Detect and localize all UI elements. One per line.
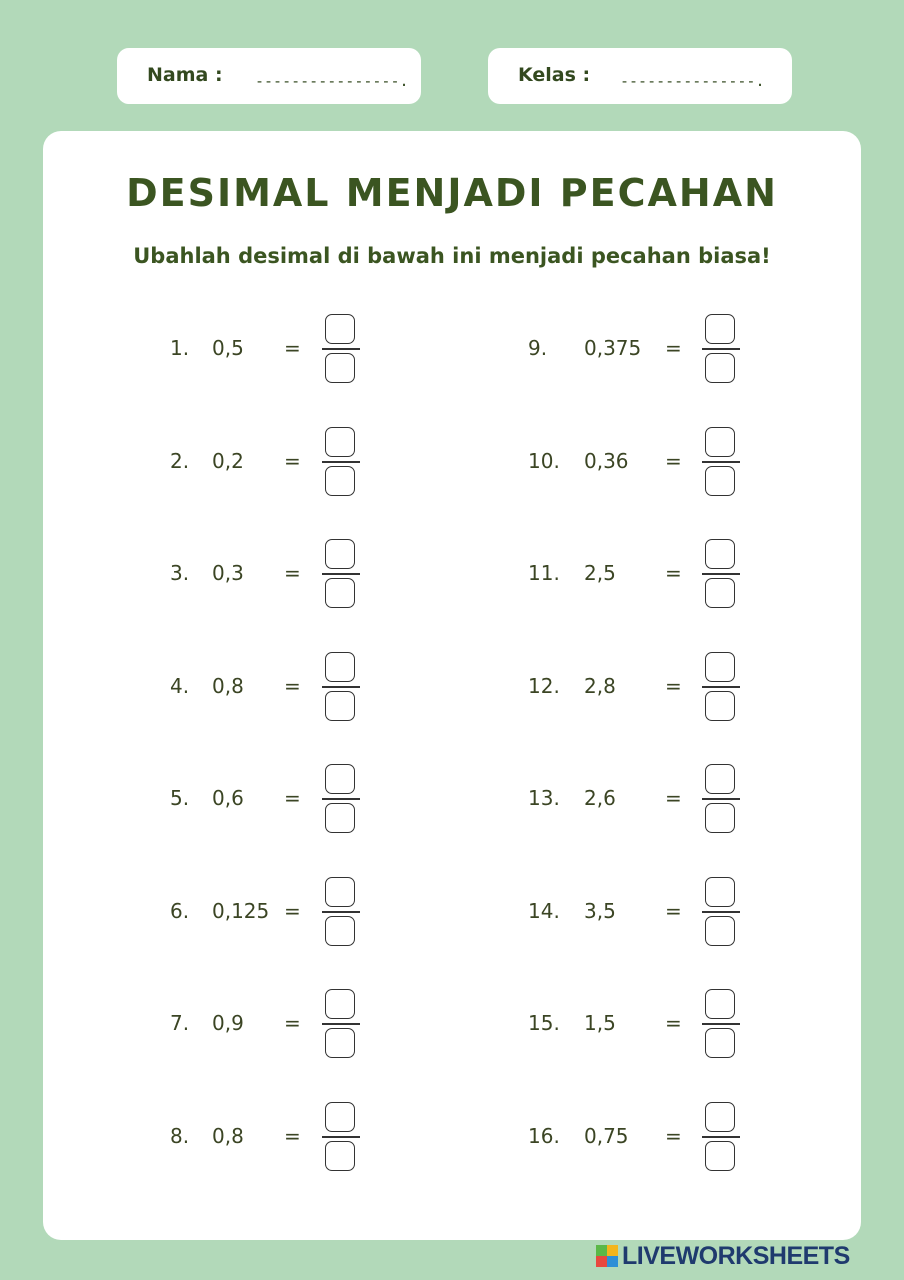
equals-sign: = <box>665 1123 682 1148</box>
denominator-input[interactable] <box>325 578 355 608</box>
problem-item <box>170 987 470 1063</box>
decimal-value: 0,8 <box>212 1123 244 1148</box>
problem-item <box>528 987 828 1063</box>
fraction-bar <box>702 911 740 913</box>
fraction-answer <box>322 425 360 501</box>
decimal-value: 0,9 <box>212 1011 244 1035</box>
problem-number: 2. <box>170 448 190 473</box>
problem-number: 6. <box>170 898 190 923</box>
problem-item <box>528 762 828 838</box>
fraction-bar <box>322 1023 360 1025</box>
denominator-input[interactable] <box>325 803 355 833</box>
problem-item <box>170 875 470 951</box>
equals-sign: = <box>665 786 682 810</box>
decimal-value: 0,75 <box>584 1123 629 1148</box>
equals-sign: = <box>284 673 301 698</box>
fraction-bar <box>702 573 740 575</box>
fraction-answer <box>702 650 740 726</box>
problem-item <box>170 425 470 501</box>
problem-item <box>170 650 470 726</box>
decimal-value: 0,3 <box>212 561 244 585</box>
fraction-bar <box>322 348 360 350</box>
fraction-answer <box>702 1100 740 1176</box>
numerator-input[interactable] <box>705 539 735 569</box>
problem-number: 9. <box>528 336 548 360</box>
decimal-value: 1,5 <box>584 1011 616 1035</box>
numerator-input[interactable] <box>325 539 355 569</box>
problem-item <box>170 312 470 388</box>
nama-label: Nama : <box>147 64 223 86</box>
equals-sign: = <box>665 336 682 360</box>
denominator-input[interactable] <box>705 353 735 383</box>
fraction-bar <box>702 1023 740 1025</box>
fraction-bar <box>322 911 360 913</box>
fraction-bar <box>322 686 360 688</box>
equals-sign: = <box>284 1011 301 1035</box>
fraction-answer <box>702 762 740 838</box>
problem-number: 4. <box>170 673 190 698</box>
decimal-value: 3,5 <box>584 898 616 923</box>
decimal-value: 2,8 <box>584 673 616 698</box>
logo-square-3 <box>596 1256 607 1267</box>
equals-sign: = <box>284 1123 301 1148</box>
denominator-input[interactable] <box>325 1028 355 1058</box>
problem-number: 5. <box>170 786 190 810</box>
denominator-input[interactable] <box>325 691 355 721</box>
equals-sign: = <box>284 336 301 360</box>
numerator-input[interactable] <box>325 314 355 344</box>
fraction-answer <box>702 987 740 1063</box>
fraction-bar <box>702 461 740 463</box>
problem-number: 8. <box>170 1123 190 1148</box>
decimal-value: 0,6 <box>212 786 244 810</box>
problem-item <box>528 875 828 951</box>
kelas-input-line[interactable]: ---------------. <box>620 72 765 90</box>
equals-sign: = <box>665 1011 682 1035</box>
decimal-value: 0,5 <box>212 336 244 360</box>
fraction-bar <box>702 348 740 350</box>
denominator-input[interactable] <box>705 1141 735 1171</box>
equals-sign: = <box>665 673 682 698</box>
fraction-bar <box>322 1136 360 1138</box>
denominator-input[interactable] <box>325 1141 355 1171</box>
decimal-value: 0,2 <box>212 448 244 473</box>
nama-field-box <box>117 48 421 104</box>
problem-number: 11. <box>528 561 560 585</box>
decimal-value: 0,125 <box>212 898 270 923</box>
problem-number: 10. <box>528 448 560 473</box>
fraction-bar <box>702 686 740 688</box>
logo-square-1 <box>596 1245 607 1256</box>
equals-sign: = <box>284 898 301 923</box>
denominator-input[interactable] <box>705 1028 735 1058</box>
logo-square-4 <box>607 1256 618 1267</box>
worksheet-card <box>43 131 861 1240</box>
problem-item <box>528 537 828 613</box>
numerator-input[interactable] <box>705 877 735 907</box>
problem-number: 12. <box>528 673 560 698</box>
kelas-field-box <box>488 48 792 104</box>
problem-number: 3. <box>170 561 190 585</box>
equals-sign: = <box>284 786 301 810</box>
fraction-answer <box>322 987 360 1063</box>
numerator-input[interactable] <box>705 989 735 1019</box>
problem-number: 7. <box>170 1011 190 1035</box>
worksheet-instruction: Ubahlah desimal di bawah ini menjadi pecahan biasa! <box>133 244 771 268</box>
denominator-input[interactable] <box>325 353 355 383</box>
equals-sign: = <box>284 448 301 473</box>
fraction-answer <box>702 875 740 951</box>
fraction-bar <box>322 573 360 575</box>
denominator-input[interactable] <box>325 466 355 496</box>
numerator-input[interactable] <box>325 652 355 682</box>
fraction-bar <box>322 461 360 463</box>
problem-item <box>170 762 470 838</box>
equals-sign: = <box>284 561 301 585</box>
fraction-answer <box>322 1100 360 1176</box>
numerator-input[interactable] <box>325 989 355 1019</box>
problem-item <box>528 650 828 726</box>
kelas-label: Kelas : <box>518 64 591 86</box>
fraction-answer <box>322 312 360 388</box>
fraction-answer <box>322 537 360 613</box>
numerator-input[interactable] <box>325 427 355 457</box>
fraction-bar <box>702 798 740 800</box>
nama-input-line[interactable]: ----------------. <box>255 72 409 90</box>
numerator-input[interactable] <box>325 764 355 794</box>
denominator-input[interactable] <box>705 578 735 608</box>
fraction-answer <box>322 650 360 726</box>
decimal-value: 0,375 <box>584 336 642 360</box>
worksheet-title: DESIMAL MENJADI PECAHAN <box>126 171 778 215</box>
problem-number: 1. <box>170 336 190 360</box>
fraction-answer <box>702 537 740 613</box>
equals-sign: = <box>665 561 682 585</box>
denominator-input[interactable] <box>705 803 735 833</box>
numerator-input[interactable] <box>705 764 735 794</box>
fraction-answer <box>702 425 740 501</box>
decimal-value: 2,6 <box>584 786 616 810</box>
numerator-input[interactable] <box>325 1102 355 1132</box>
numerator-input[interactable] <box>705 314 735 344</box>
fraction-answer <box>702 312 740 388</box>
equals-sign: = <box>665 448 682 473</box>
numerator-input[interactable] <box>705 652 735 682</box>
problem-item <box>528 1100 828 1176</box>
denominator-input[interactable] <box>705 466 735 496</box>
decimal-value: 0,36 <box>584 448 629 473</box>
problem-item <box>170 537 470 613</box>
liveworksheets-logo-icon <box>596 1245 618 1267</box>
brand-name: LIVEWORKSHEETS <box>622 1241 850 1270</box>
liveworksheets-brand <box>596 1240 850 1272</box>
problem-item <box>528 425 828 501</box>
fraction-bar <box>322 798 360 800</box>
problem-number: 16. <box>528 1123 560 1148</box>
fraction-answer <box>322 762 360 838</box>
denominator-input[interactable] <box>325 916 355 946</box>
problem-number: 15. <box>528 1011 560 1035</box>
fraction-bar <box>702 1136 740 1138</box>
problem-item <box>170 1100 470 1176</box>
problem-item <box>528 312 828 388</box>
decimal-value: 0,8 <box>212 673 244 698</box>
fraction-answer <box>322 875 360 951</box>
denominator-input[interactable] <box>705 916 735 946</box>
problem-number: 13. <box>528 786 560 810</box>
decimal-value: 2,5 <box>584 561 616 585</box>
equals-sign: = <box>665 898 682 923</box>
problem-number: 14. <box>528 898 560 923</box>
numerator-input[interactable] <box>325 877 355 907</box>
logo-square-2 <box>607 1245 618 1256</box>
numerator-input[interactable] <box>705 1102 735 1132</box>
denominator-input[interactable] <box>705 691 735 721</box>
numerator-input[interactable] <box>705 427 735 457</box>
